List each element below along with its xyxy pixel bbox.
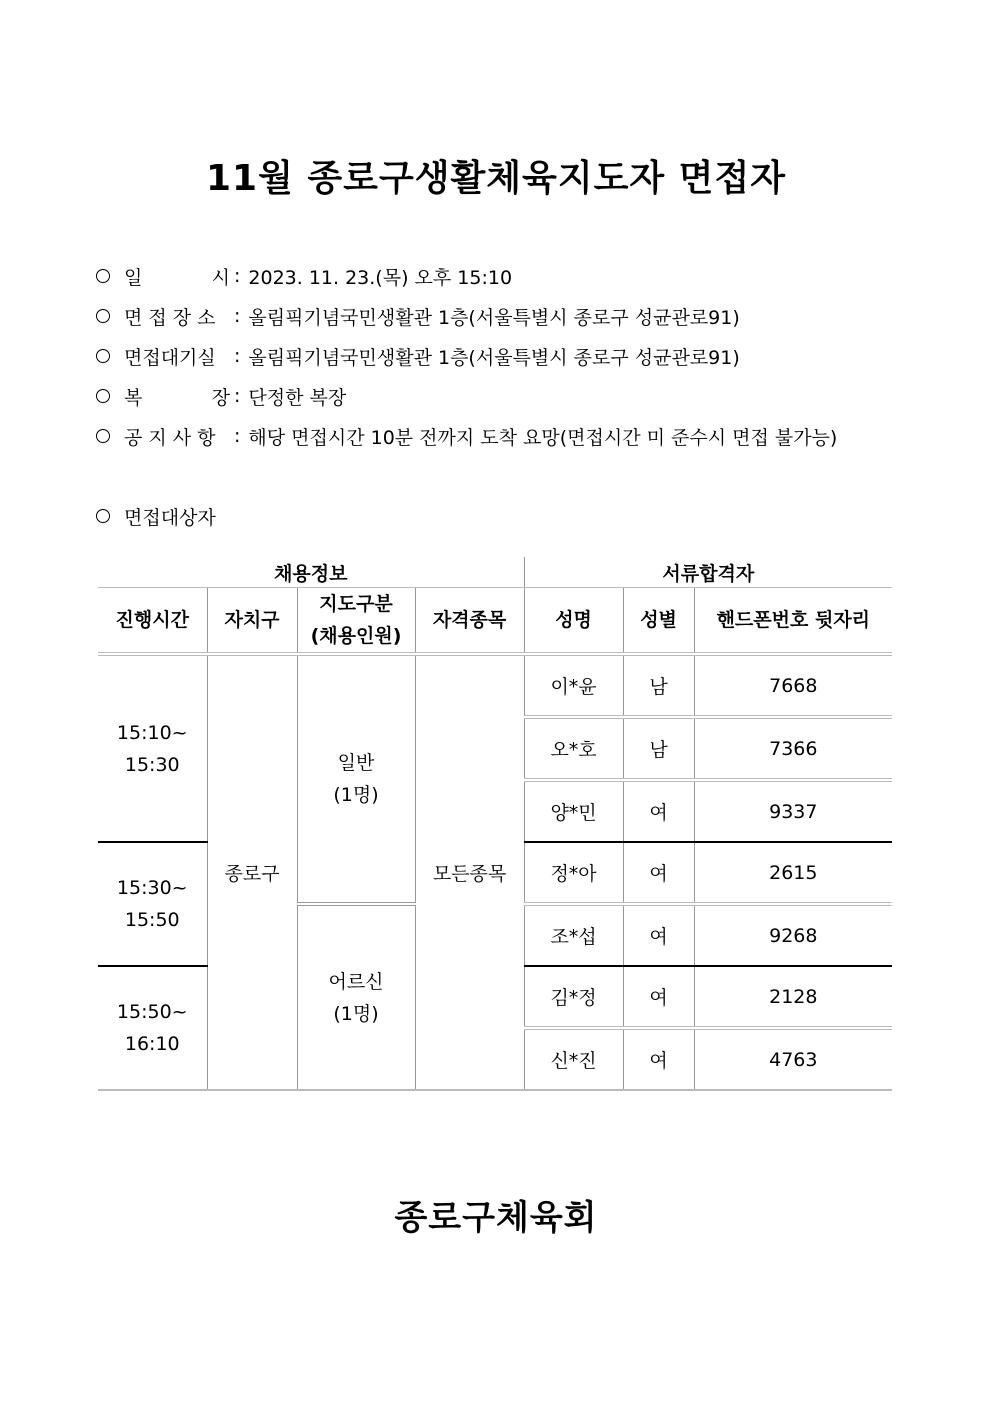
table-group-header xyxy=(98,557,892,588)
time-slot-1: 15:10~ 15:30 xyxy=(98,654,207,842)
header-phone: 핸드폰번호 뒷자리 xyxy=(694,588,892,655)
cell-phone: 7366 xyxy=(694,717,892,780)
info-date-label: 일 시 xyxy=(124,266,230,289)
cell-gender: 여 xyxy=(623,1028,694,1090)
cell-gender: 여 xyxy=(623,904,694,966)
circle-bullet-icon xyxy=(96,429,110,443)
info-waiting-value: 올림픽기념국민생활관 1층(서울특별시 종로구 성균관로91) xyxy=(248,346,740,369)
table-header xyxy=(98,588,892,655)
group-recruit-info: 채용정보 xyxy=(98,557,524,588)
cell-phone: 7668 xyxy=(694,654,892,717)
header-category: 지도구분 (채용인원) xyxy=(297,588,415,655)
cell-gender: 여 xyxy=(623,966,694,1028)
cell-phone: 2615 xyxy=(694,842,892,904)
cell-phone: 2128 xyxy=(694,966,892,1028)
info-place-label: 면 접 장 소 xyxy=(124,306,216,329)
cell-name: 김*정 xyxy=(524,966,623,1028)
cell-name: 정*아 xyxy=(524,842,623,904)
circle-bullet-icon xyxy=(96,349,110,363)
info-notice-value: 해당 면접시간 10분 전까지 도착 요망(면접시간 미 준수시 면접 불가능) xyxy=(248,426,838,449)
cell-name: 이*윤 xyxy=(524,654,623,717)
header-gender: 성별 xyxy=(623,588,694,655)
info-date: 일 시 : 2023. 11. 23.(목) 오후 15:10 xyxy=(96,256,916,296)
info-place: 면 접 장 소 : 올림픽기념국민생활관 1층(서울특별시 종로구 성균관로91) xyxy=(96,296,916,336)
cell-gender: 남 xyxy=(623,654,694,717)
info-place-value: 올림픽기념국민생활관 1층(서울특별시 종로구 성균관로91) xyxy=(248,306,740,329)
time-slot-3: 15:50~ 16:10 xyxy=(98,966,207,1090)
info-notice: 공 지 사 항 : 해당 면접시간 10분 전까지 도착 요망(면접시간 미 준수시 면접 불가능) xyxy=(96,416,916,456)
cell-phone: 9268 xyxy=(694,904,892,966)
cell-name: 양*민 xyxy=(524,780,623,842)
header-qualification: 자격종목 xyxy=(415,588,524,655)
group-passed: 서류합격자 xyxy=(524,557,892,588)
district-cell: 종로구 xyxy=(207,654,297,1090)
cell-phone: 9337 xyxy=(694,780,892,842)
info-dress-value: 단정한 복장 xyxy=(248,386,347,409)
cell-phone: 4763 xyxy=(694,1028,892,1090)
table-row xyxy=(98,654,892,717)
info-waiting: 면접대기실 : 올림픽기념국민생활관 1층(서울특별시 종로구 성균관로91) xyxy=(96,336,916,376)
cell-name: 오*호 xyxy=(524,717,623,780)
time-slot-2: 15:30~ 15:50 xyxy=(98,842,207,966)
circle-bullet-icon xyxy=(96,389,110,403)
header-time: 진행시간 xyxy=(98,588,207,655)
qualification-cell: 모든종목 xyxy=(415,654,524,1090)
info-waiting-label: 면접대기실 xyxy=(124,346,216,369)
circle-bullet-icon xyxy=(96,269,110,283)
cell-gender: 여 xyxy=(623,842,694,904)
interview-table xyxy=(98,557,892,1091)
info-dress-label: 복 장 xyxy=(124,386,230,409)
info-list xyxy=(96,256,916,456)
target-heading xyxy=(96,496,216,536)
target-heading-label: 면접대상자 xyxy=(124,506,216,529)
header-name: 성명 xyxy=(524,588,623,655)
circle-bullet-icon xyxy=(96,509,110,523)
info-dress: 복 장 : 단정한 복장 xyxy=(96,376,916,416)
cell-name: 조*섭 xyxy=(524,904,623,966)
category-general: 일반 (1명) xyxy=(297,654,415,904)
organization-name: 종로구체육회 xyxy=(394,1198,598,1238)
header-district: 자치구 xyxy=(207,588,297,655)
cell-gender: 남 xyxy=(623,717,694,780)
document-title: 11월 종로구생활체육지도자 면접자 xyxy=(205,158,787,199)
cell-name: 신*진 xyxy=(524,1028,623,1090)
cell-gender: 여 xyxy=(623,780,694,842)
info-date-value: 2023. 11. 23.(목) 오후 15:10 xyxy=(248,266,513,289)
circle-bullet-icon xyxy=(96,309,110,323)
category-senior: 어르신 (1명) xyxy=(297,904,415,1090)
info-notice-label: 공 지 사 항 xyxy=(124,426,216,449)
